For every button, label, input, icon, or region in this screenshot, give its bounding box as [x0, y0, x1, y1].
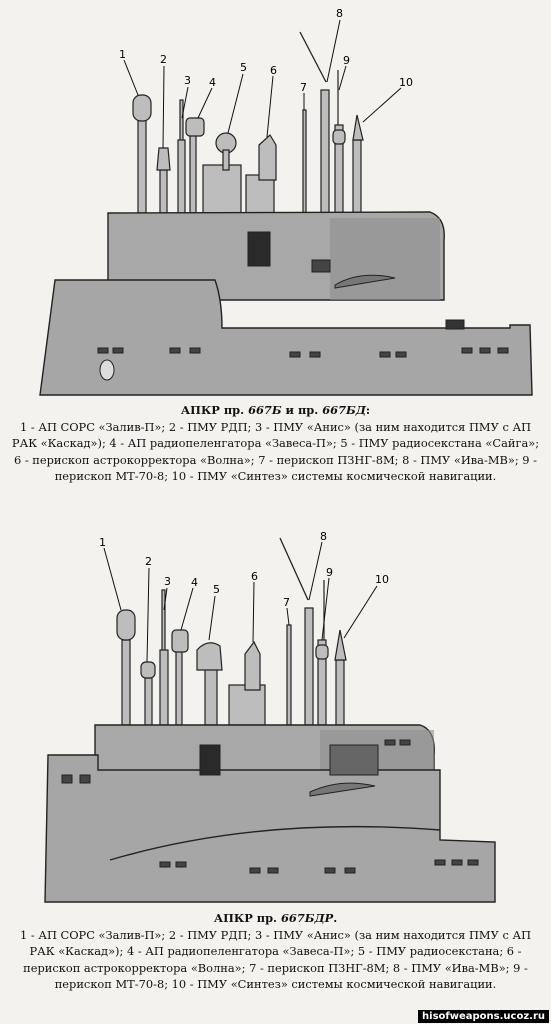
caption-legend: 1 - АП СОРС «Залив-П»; 2 - ПМУ РДП; 3 - ПМУ «Анис» (за ним находится ПМУ с АП РАК «Каскад»); 4 - АП радиопеленгатора «Завеса-П»; 5 - ПМУ радиосекстана; 6 - перископ астрокорректора «Волна»; 7 - перископ ПЗНГ-8М; 8 - ПМУ «Ива-МВ»; 9 - перископ МТ-70-8; 10 - ПМУ «Синтез» системы космической навигации. [19, 927, 532, 992]
callout-5: 5 [240, 61, 247, 74]
callout-6: 6 [251, 570, 258, 583]
callout-3: 3 [164, 575, 171, 588]
callout-2: 2 [145, 555, 152, 568]
mast-group [133, 90, 363, 213]
callout-3: 3 [184, 74, 191, 87]
callout-1: 1 [119, 48, 126, 61]
caption-667bdr [10, 910, 541, 993]
callout-10: 10 [399, 76, 413, 89]
callout-10: 10 [375, 573, 389, 586]
caption-legend: 1 - АП СОРС «Залив-П»; 2 - ПМУ РДП; 3 - ПМУ «Анис» (за ним находится ПМУ с АП РАК «Каскад»); 4 - АП радиопеленгатора «Завеса-П»; 5 - ПМУ радиосекстана «Сайга»; 6 - перископ астрокорректора «Волна»; 7 - перископ ПЗНГ-8М; 8 - ПМУ «Ива-МВ»; 9 - перископ МТ-70-8; 10 - ПМУ «Синтез» системы космической навигации. [11, 419, 540, 484]
callout-7: 7 [283, 596, 290, 609]
figure-667bdr [0, 530, 551, 1024]
callout-6: 6 [270, 64, 277, 77]
callout-4: 4 [191, 576, 198, 589]
watermark: hisofweapons.ucoz.ru [418, 1010, 549, 1023]
mast-group [117, 590, 346, 725]
callout-9: 9 [343, 54, 350, 67]
sail-drawing-667b [0, 0, 551, 400]
callout-5: 5 [213, 583, 220, 596]
callout-2: 2 [160, 53, 167, 66]
callout-1: 1 [99, 536, 106, 549]
caption-title: АПКР пр. 667Б и пр. 667БД: [180, 403, 371, 417]
callout-9: 9 [326, 566, 333, 579]
caption-title: АПКР пр. 667БДР. [213, 911, 338, 925]
callout-8: 8 [336, 7, 343, 20]
callout-8: 8 [320, 530, 327, 543]
sail-drawing-667bdr [0, 530, 551, 910]
callout-7: 7 [300, 81, 307, 94]
caption-667b [10, 402, 541, 485]
callout-4: 4 [209, 76, 216, 89]
